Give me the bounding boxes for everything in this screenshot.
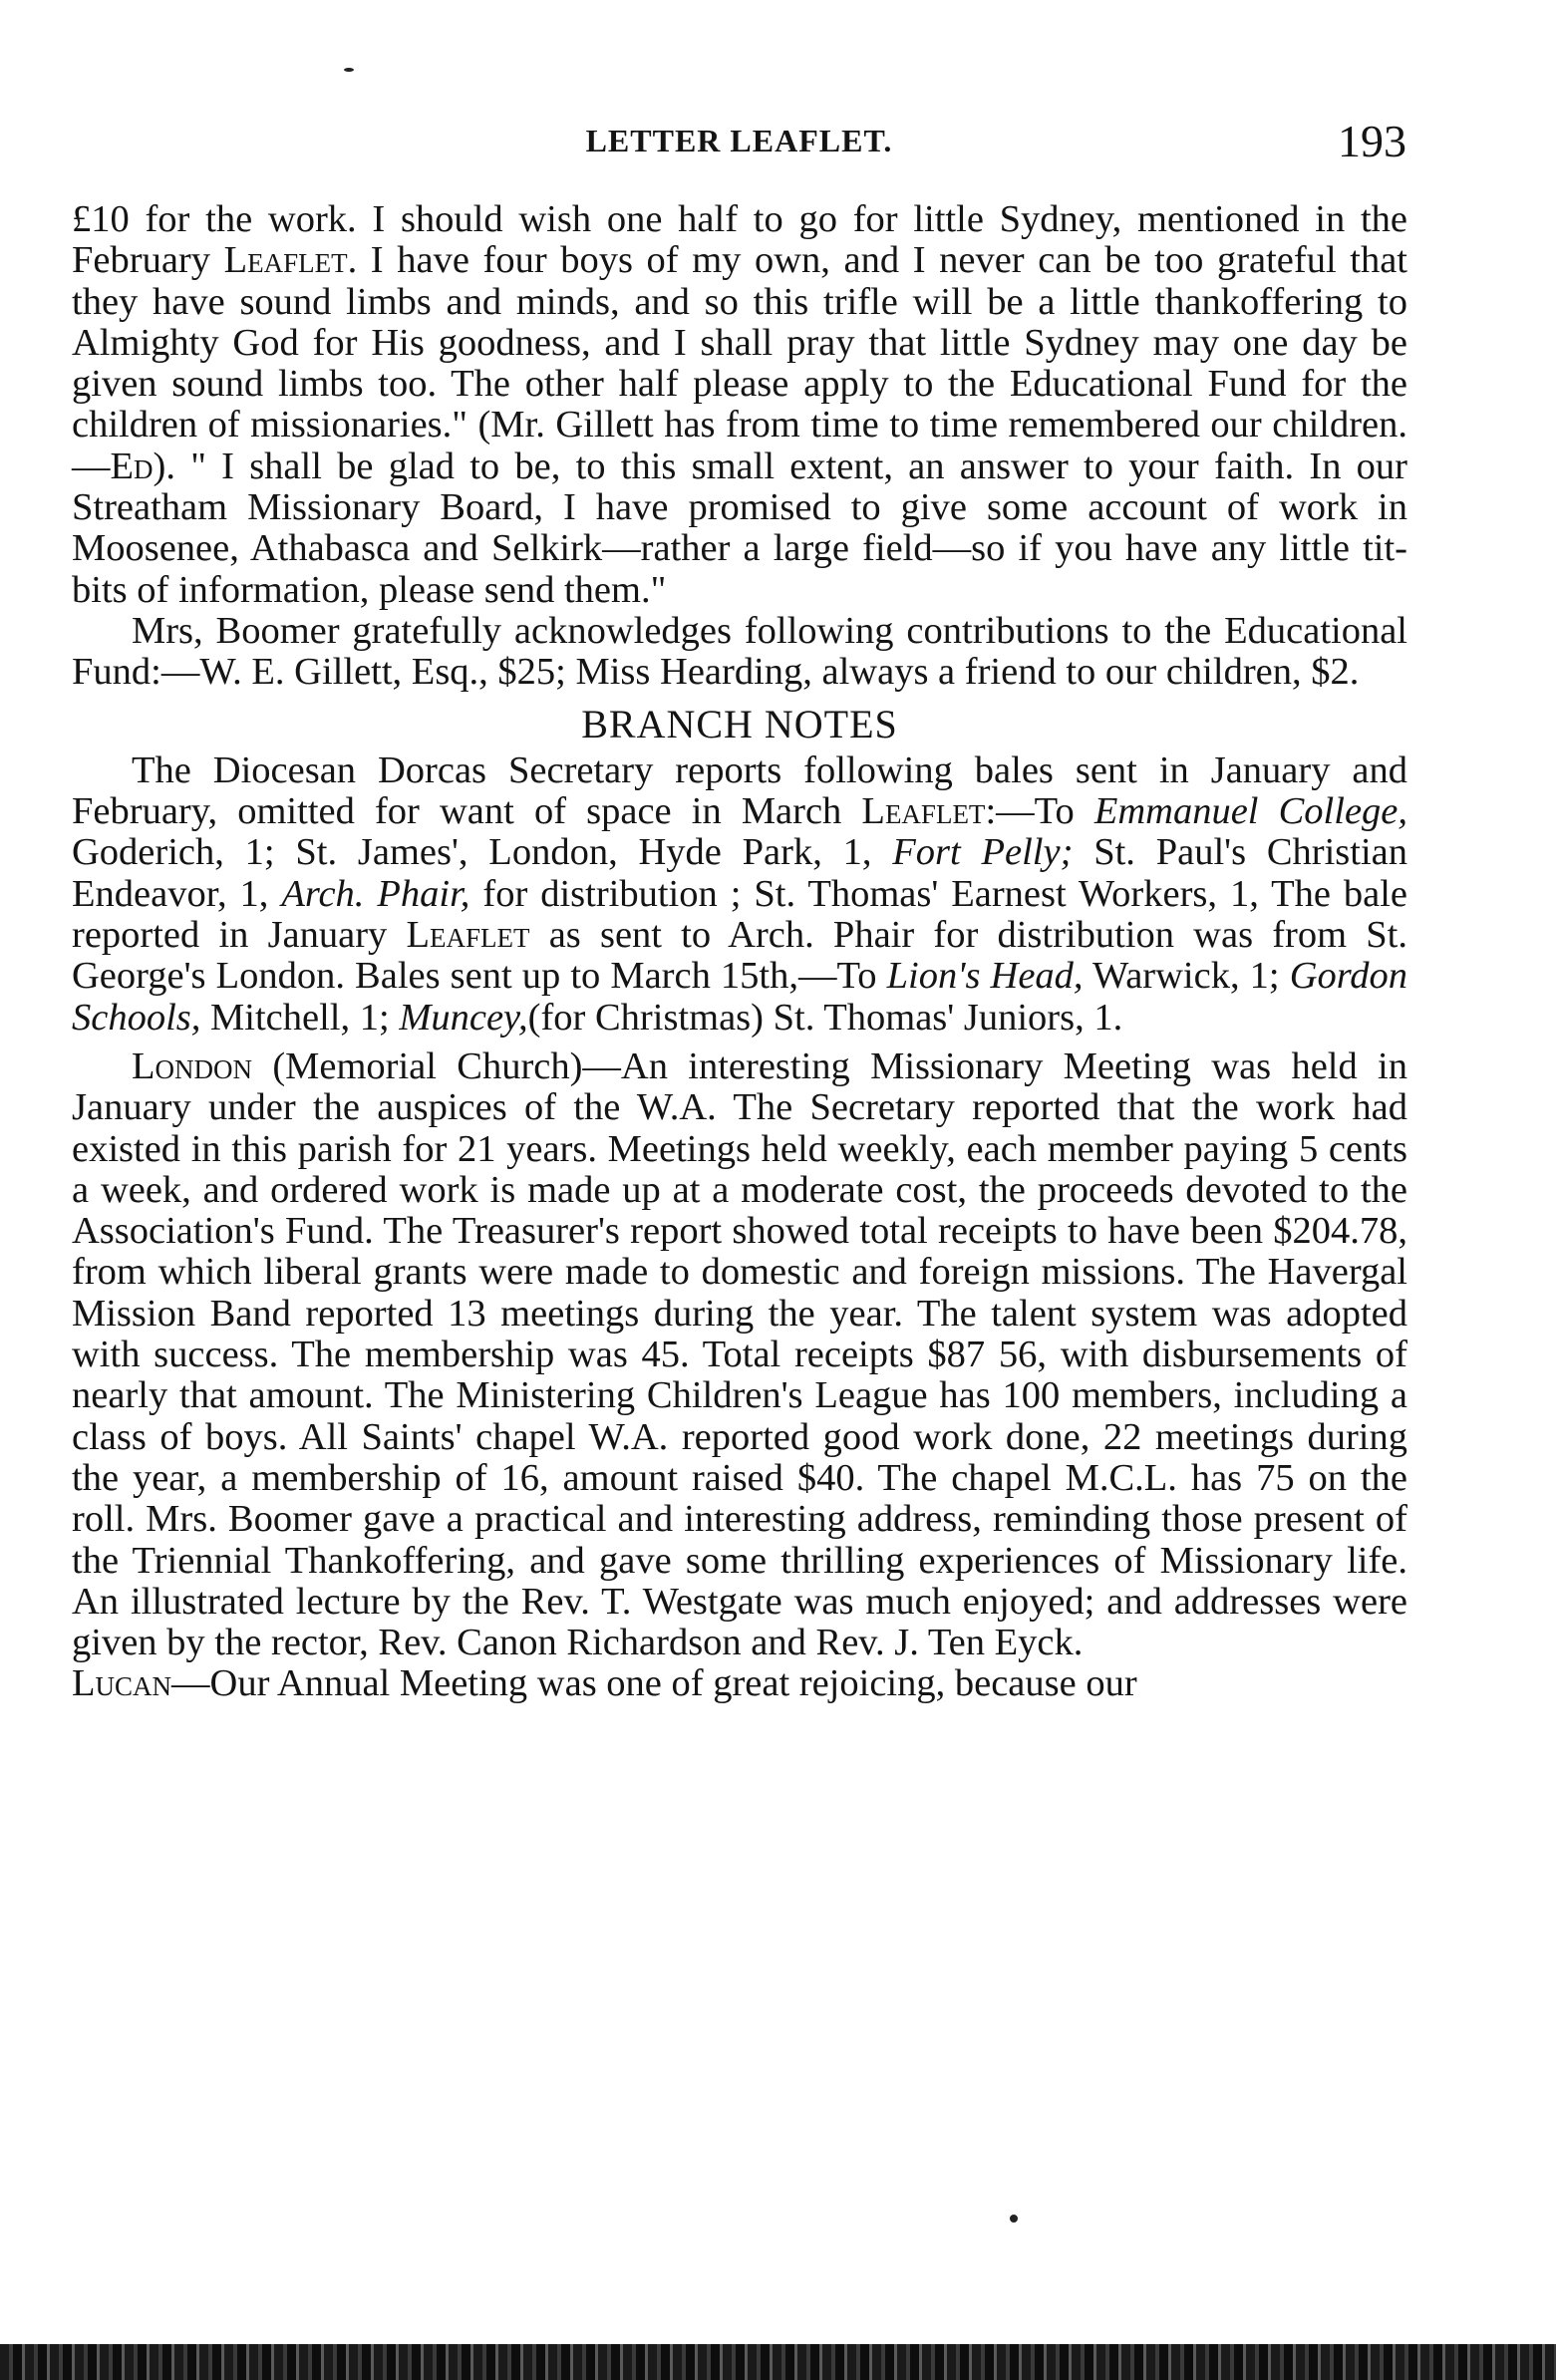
paragraph-london-memorial: London (Memorial Church)—An interesting Missionary Meeting was held in January under the auspices of the W.A. The Secretary reported that the work had existed in this parish for 21 years. Meetings held weekly, each member paying 5 cents a week, and ordered work is made up at a moderate cost, the proceeds devoted to the Association's Fund. The Treasurer's report showed total receipts to have been $204.78, from which liberal grants were made to domestic and foreign missions. The Havergal Mission Band reported 13 meetings during the year. The talent system was adopted with success. The membership was 45. Total receipts $87 56, with disbursements of nearly that amount. The Ministering Children's League has 100 members, including a class of boys. All Saints' chapel W.A. reported good work done, 22 meetings during the year, a membership of 16, amount raised $40. The chapel M.C.L. has 75 on the roll. Mrs. Boomer gave a practical and interesting address, reminding those present of the Triennial Thankoffering, and gave some thrilling experiences of Missionary life. An illustrated lecture by the Rev. T. Westgate was much enjoyed; and addresses were given by the rector, Rev. Canon Richardson and Rev. J. Ten Eyck. <box>72 1044 1408 1664</box>
page-header <box>72 115 1406 174</box>
scan-speck <box>344 68 354 72</box>
section-heading-branch-notes: BRANCH NOTES <box>581 701 898 746</box>
paragraph-letter-excerpt: £10 for the work. I should wish one half to go for little Sydney, mentioned in the February Leaflet. I have four boys of my own, and I never can be too grateful that they have sound limbs and minds, and so this trifle will be a little thankoffering to Almighty God for His goodness, and I shall pray that little Sydney may one day be given sound limbs too. The other half please apply to the Educational Fund for the children of missionaries." (Mr. Gillett has from time to time remembered our children.—Ed). " I shall be glad to be, to this small extent, an answer to your faith. In our Streatham Missionary Board, I have promised to give some account of work in Moosenee, Athabasca and Selkirk—rather a large field—so if you have any little tit-bits of information, please send them." <box>72 198 1407 611</box>
paragraph-dorcas-report: The Diocesan Dorcas Secretary reports following bales sent in January and February, omitted for want of space in March Leaflet:—To Emmanuel College, Goderich, 1; St. James', London, Hyde Park, 1, Fort Pelly; St. Paul's Christian Endeavor, 1, Arch. Phair, for distribution ; St. Thomas' Earnest Workers, 1, The bale reported in January Leaflet as sent to Arch. Phair for distribution was from St. George's London. Bales sent up to March 15th,—To Lion's Head, Warwick, 1; Gordon Schools, Mitchell, 1; Muncey,(for Christmas) St. Thomas' Juniors, 1. <box>72 748 1408 1039</box>
page-body <box>72 199 1407 1705</box>
paragraph-acknowledgement: Mrs, Boomer gratefully acknowledges following contributions to the Educational Fund:—W. E. Gillett, Esq., $25; Miss Hearding, always a friend to our children, $2. <box>72 609 1407 694</box>
scan-speck <box>1010 2215 1018 2223</box>
running-title: LETTER LEAFLET. <box>585 123 893 158</box>
page-number: 193 <box>1338 116 1406 166</box>
scan-bottom-edge <box>0 2344 1556 2380</box>
paragraph-lucan: Lucan—Our Annual Meeting was one of great rejoicing, because our <box>72 1662 1137 1705</box>
